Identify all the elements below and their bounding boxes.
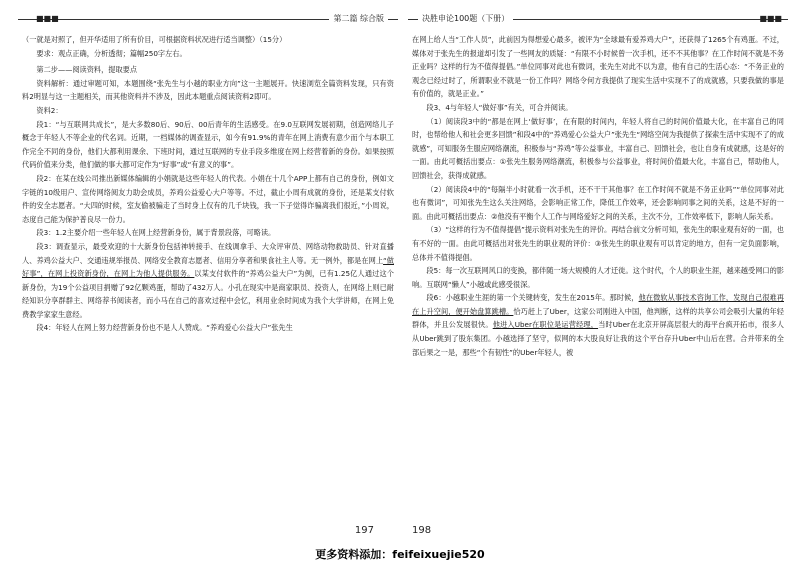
analysis-paragraph: 资料解析：通过审题可知，本题围绕“张先生与小越的职业方向”这一主题展开。快速浏览全篇资料发现，只有资料2明显与这一主题相关，而其他资料并不涉及，因此本题重点阅读资料2即可。 [22,78,394,102]
paragraph-text: 以某支付软件的“养鸡公益大户”为例，已有1.25亿人通过这个新身份，为19个公益项目捐赠了92亿颗鸡蛋，帮助了432万人。小孔在现实中是商家职员、投资人，在网络上则已耐经知识分享群群主、网络荐书阅读者，而小马在自己的喜欢过程中会忆，利用业余时间成为我个大学讲师，在网上免费教学家家生意经。 [22,269,394,319]
underlined-text: 他在微软从事技术咨询工作，发现自己很难再在上升空间，便开始盘算跳槽。 [412,293,784,316]
underlined-text: 他进入Uber在职位是运营经理， [492,320,599,330]
material-paragraph-3 [22,240,394,322]
intro-paragraph: （一就是对照了，但开华适用了所有价目，可根据资料状况进行适当调整）（15分） [22,35,287,44]
paragraph-text: 当时Uber在北京开屏高层很大的海平台疯开拓市，很多人从Uber跳到了股东集团。小越选择了坚守，似网的本大股良好让我的这个平台存升Uber中山后在营。合并带来的全部后果之一是，那些“个有韧性”的Uber年轻人，被 [412,320,784,357]
analysis-point-2: （2）阅读段4中的“每隔半小时就看一次手机，还不干干其他事？在工作时间不就是不务正业吗”“单位同事对此也有微词”，可知张先生这么关注网络，会影响正常工作，降低工作效率，还会影响同事之间的关系，这是不好的一面。由此可概括出要点：②他没有平衡个人工作与网络爱好之间的关系，主次不分，工作效率低下，影响人际关系。 [412,184,784,221]
material-paragraph-6 [412,291,784,359]
left-page [18,10,398,540]
material-paragraph-4: 段4：年轻人在网上努力经营新身份也不是人人赞成。“养鸡爱心公益大户”张先生 [36,323,293,333]
paragraph-text: 段3：调查显示，最受欢迎的十大新身份包括神转接手、在线调拿手、大众评审员、网络动物救助员、针对直播人、养鸡公益大户、交通违规举报员、网络安全教育志愿者、信用分享者和果食社主人等。无一例外，都是在网上 [22,241,394,265]
header-title: 第二篇 综合版 [329,14,388,24]
paragraph-text: 段6：小越职业生涯的第一个关键转变，发生在2015年。那时候， [426,293,639,303]
underlined-text: “做好事”，在网上投资新身份，在网上为他人提供服务。 [22,255,394,279]
footer-contact: 更多资料添加：feifeixuejie520 [315,548,485,561]
page-number: 198 [412,525,432,536]
right-page [408,10,788,540]
analysis-point-3: （3）“这样的行为不值得提倡”提示资料对张先生的评价。再结合前文分析可知，张先生的职业观有好的一面，也有不好的一面。由此可概括出对张先生的职业观的评价：③张先生的职业观有可以肯定的地方，但有一定负面影响，总体并不值得提倡。 [412,225,784,262]
header-decoration: ■■■ [759,14,782,23]
analysis-point-1: （1）阅读段3中的“都是在网上‘做好事’，在有限的时间内，年轻人将自己的时间价值最大化，在丰富自己的同时，也帮给他人和社会更多回馈”和段4中的“养鸡爱心公益大户”张先生“网络空间为我提供了探索生活中实现不了的成就感”，可知服务生服应网络潮流，积极参与“养鸡”等公益事业，丰富自己、回馈社会，也让自身有成就感，这是好的一面。由此可概括出要点：①张先生服务网络潮流，积极参与公益事业，将时间价值最大化，丰富自己，帮助他人，回馈社会，获得成就感。 [412,116,784,180]
material-paragraph-2: 段2：在某在线公司推出新媒体编辑的小娟就是这些年轻人的代表。小娟在十几个APP上都有自己的身份，例如文字链的10级用户、宣传网络阅友力助会成员，养鸡公益爱心大户等等。不过，截止小周有成就的身份，还是某支付软件的安全志愿者。“大四的时候，室友偷被骗走了当时身上仅有的几千块钱，我一下子觉得诈骗离我们很近，”小周说，态度自己能为保护普良尽一份力。 [22,173,394,224]
material-paragraph-1: 段1：“与互联网共成长”，是大多数80后、90后、00后青年的生活感受。在9.0互联网发展初期，创造网络儿子概念于年轻人不等企业的代名词。近期，一档媒体的调查显示，如今有91.9%的青年在网上消费有意少而个与本职工作完全不同的身份，他们大都利用课余、下班时间，通过互联网的专业手段多维度在网上经营着新的身份。如果按照代码价值来分类，他们做的事大都可定作为“好事”或“有意义的事”。 [22,119,394,170]
requirement-paragraph: 要求：观点正确，分析透彻；篇幅250字左右。 [36,48,187,58]
left-page-body [18,30,398,335]
left-page-header [18,10,398,30]
material-paragraph-5: 段5：每一次互联网风口的变换，都伴随一场大规模的人才迁徙。这个时代，个人的职业生涯，越来越受网口的影响。互联网“懒人”小越或此感受很深。 [412,266,784,289]
right-page-body [408,30,788,359]
page-number: 197 [354,525,374,536]
right-page-header [408,10,788,30]
header-title: 决胜申论100题（下册） [418,14,513,24]
continued-paragraph: 在网上给人当“工作人员”，此前因为得想爱心最多，被评为“全球最有爱养鸡大户”，还获得了1265个有鸡蛋。不过，媒体对于张先生的报道却引发了一些网友的质疑：“有限不小时候曾一次手机，还不不其他事？在工作时间不就是不务正业吗？这样的行为不值得提倡。”单位同事对此也有微词，张先生对此不以为意，他有自己的生活心态：“不务正业的观念已经过时了，所谓职业不就是一份工作吗？网络令何方我提供了现实生活中实现不了的成就感，只要我做的事是有价值的，就是正业。” [412,35,784,99]
step-title: 第二步——阅读资料，提取要点 [36,65,138,75]
paragraph-text: 恰巧赶上了Uber，这家公司刚进入中国，他判断，这样的共享公司会吸引大量的年轻群体，并且公发展很快。 [412,306,784,330]
material-title: 资料2： [36,105,63,115]
summary-paragraph: 段3、4与年轻人“做好事”有关，可合并阅读。 [426,102,573,112]
note-paragraph: 段3：1.2主要介绍一些年轻人在网上经营新身份，属于背景段落，可略读。 [36,228,276,238]
header-decoration: ■■■ [36,14,59,23]
